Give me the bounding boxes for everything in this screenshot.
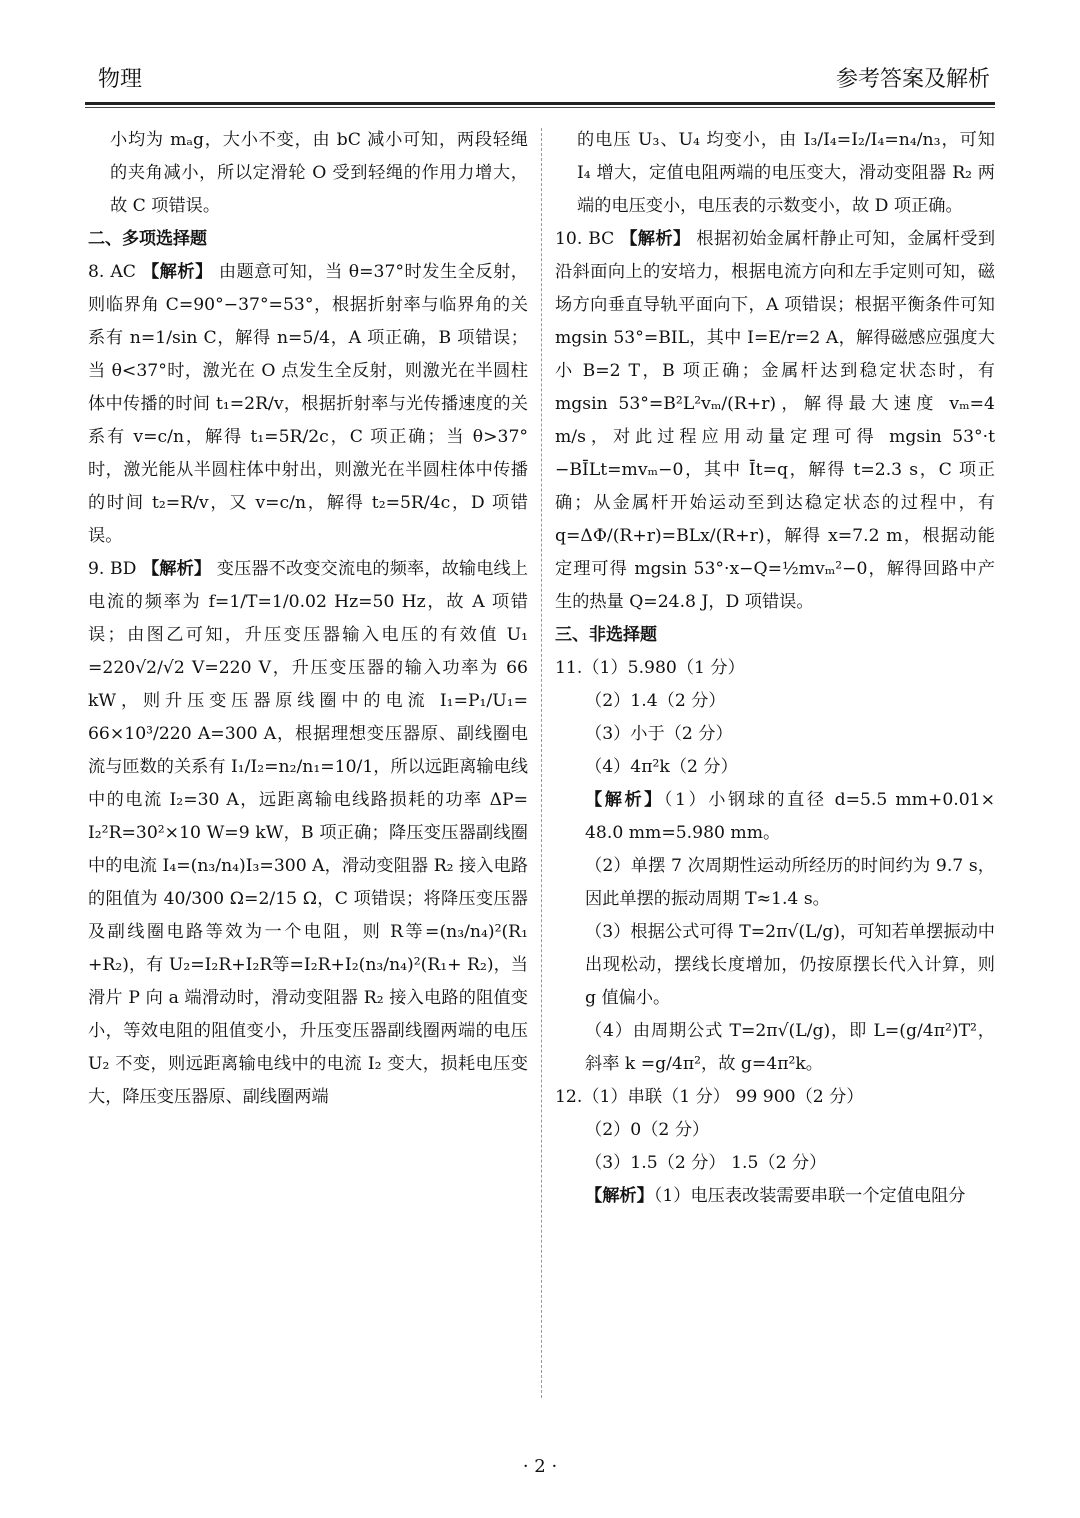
analysis-paragraph: （2）单摆 7 次周期性运动所经历的时间约为 9.7 s，因此单摆的振动周期 T≈1.4 s。 (585, 856, 995, 909)
header-rule (85, 102, 995, 105)
analysis-text: （1）电压表改装需要串联一个定值电阻分 (653, 1186, 966, 1206)
left-column (88, 124, 528, 1114)
question-answer: 8. AC (88, 262, 136, 282)
page-number: · 2 · (522, 1456, 558, 1477)
analysis-paragraph: （4）由周期公式 T=2π√(L/g)，即 L=(g/4π²)T²，斜率 k =g/4π²，故 g=4π²k。 (585, 1021, 995, 1074)
section-heading: 二、多项选择题 (88, 229, 207, 249)
answer-paragraph (555, 223, 995, 619)
answer-line: 11.（1）5.980（1 分） (555, 658, 745, 678)
analysis-text: 变压器不改变交流电的频率，故输电线上电流的频率为 f=1/T=1/0.02 Hz=50 Hz，故 A 项错误；由图乙可知，升压变压器输入电压的有效值 U₁ =220√2/√2 V=220 V，升压变压器的输入功率为 66 kW，则升压变压器原线圈中的电流 I₁=P₁/U₁= 66×10³/220 A=300 A，根据理想变压器原、副线圈电流与匝数的关系有 I₁/I₂=n₂/n₁=10/1，所以远距离输电线中的电流 I₂=30 A，远距离输电线路损耗的功率 ΔP= I₂²R=30²×10 W=9 kW，B 项正确；降压变压器副线圈中的电流 I₄=(n₃/n₄)I₃=300 A，滑动变阻器 R₂ 接入电路的阻值为 40/300 Ω=2/15 Ω，C 项错误；将降压变压器及副线圈电路等效为一个电阻，则 R等=(n₃/n₄)²(R₁ +R₂)，有 U₂=I₂R+I₂R等=I₂R+I₂(n₃/n₄)²(R₁+ R₂)，当滑片 P 向 a 端滑动时，滑动变阻器 R₂ 接入电路的阻值变小，等效电阻的阻值变小，升压变压器副线圈两端的电压 U₂ 不变，则远距离输电线中的电流 I₂ 变大，损耗电压变大，降压变压器原、副线圈两端 (88, 559, 528, 1107)
page-header (98, 62, 990, 96)
right-column (555, 124, 995, 1213)
header-rule-thin (85, 107, 995, 108)
analysis-tag: 【解析】 (141, 559, 212, 579)
answer-line: （2）0（2 分） (585, 1120, 710, 1140)
analysis-paragraph (555, 784, 995, 850)
answer-paragraph (88, 256, 528, 553)
answer-line: （4）4π²k（2 分） (585, 757, 738, 777)
analysis-tag: 【解析】 (585, 790, 664, 810)
analysis-text: 由题意可知，当 θ=37°时发生全反射，则临界角 C=90°−37°=53°，根据折射率与临界角的关系有 n=1/sin C，解得 n=5/4，A 项正确，B 项错误；当 θ<37°时，激光在 O 点发生全反射，则激光在半圆柱体中传播的时间 t₁=2R/v，根据折射率与光传播速度的关系有 v=c/n，解得 t₁=5R/2c，C 项正确；当 θ>37°时，激光能从半圆柱体中射出，则激光在半圆柱体中传播的时间 t₂=R/v，又 v=c/n，解得 t₂=5R/4c，D 项错误。 (88, 262, 528, 546)
subject-label: 物理 (98, 67, 143, 92)
answer-paragraph (88, 553, 528, 1114)
analysis-paragraph (555, 1180, 995, 1213)
analysis-tag: 【解析】 (585, 1186, 654, 1206)
question-answer: 9. BD (88, 559, 137, 579)
analysis-text: 根据初始金属杆静止可知，金属杆受到沿斜面向上的安培力，根据电流方向和左手定则可知，磁场方向垂直导轨平面向下，A 项错误；根据平衡条件可知 mgsin 53°=BIL，其中 I=E/r=2 A，解得磁感应强度大小 B=2 T，B 项正确；金属杆达到稳定状态时，有 mgsin 53°=B²L²vₘ/(R+r)，解得最大速度 vₘ=4 m/s，对此过程应用动量定理可得 mgsin 53°·t −BĪLt=mvₘ−0，其中 Īt=q，解得 t=2.3 s，C 项正确；从金属杆开始运动至到达稳定状态的过程中，有 q=ΔΦ/(R+r)=BLx/(R+r)，解得 x=7.2 m，根据动能定理可得 mgsin 53°·x−Q=½mvₘ²−0，解得回路中产生的热量 Q=24.8 J，D 项错误。 (555, 229, 996, 612)
paragraph: 小均为 mₐg，大小不变，由 bC 减小可知，两段轻绳的夹角减小，所以定滑轮 O 受到轻绳的作用力增大，故 C 项错误。 (110, 130, 528, 216)
question-answer: 10. BC (555, 229, 615, 249)
analysis-tag: 【解析】 (620, 229, 691, 249)
paragraph: 的电压 U₃、U₄ 均变小，由 I₃/I₄=I₂/I₄=n₄/n₃，可知 I₄ 增大，定值电阻两端的电压变大，滑动变阻器 R₂ 两端的电压变小，电压表的示数变小，故 D 项正确。 (577, 130, 995, 216)
column-divider (541, 128, 542, 1398)
analysis-paragraph: （3）根据公式可得 T=2π√(L/g)，可知若单摆振动中出现松动，摆线长度增加，仍按原摆长代入计算，则 g 值偏小。 (585, 922, 995, 1008)
header-title: 参考答案及解析 (835, 67, 990, 92)
analysis-text: （1）小钢球的直径 d=5.5 mm+0.01× 48.0 mm=5.980 mm。 (585, 790, 995, 843)
answer-line: （2）1.4（2 分） (585, 691, 726, 711)
answer-line: （3）小于（2 分） (585, 724, 733, 744)
answer-line: （3）1.5（2 分） 1.5（2 分） (585, 1153, 827, 1173)
section-heading: 三、非选择题 (555, 625, 657, 645)
answer-line: 12.（1）串联（1 分） 99 900（2 分） (555, 1087, 864, 1107)
analysis-tag: 【解析】 (141, 262, 213, 282)
